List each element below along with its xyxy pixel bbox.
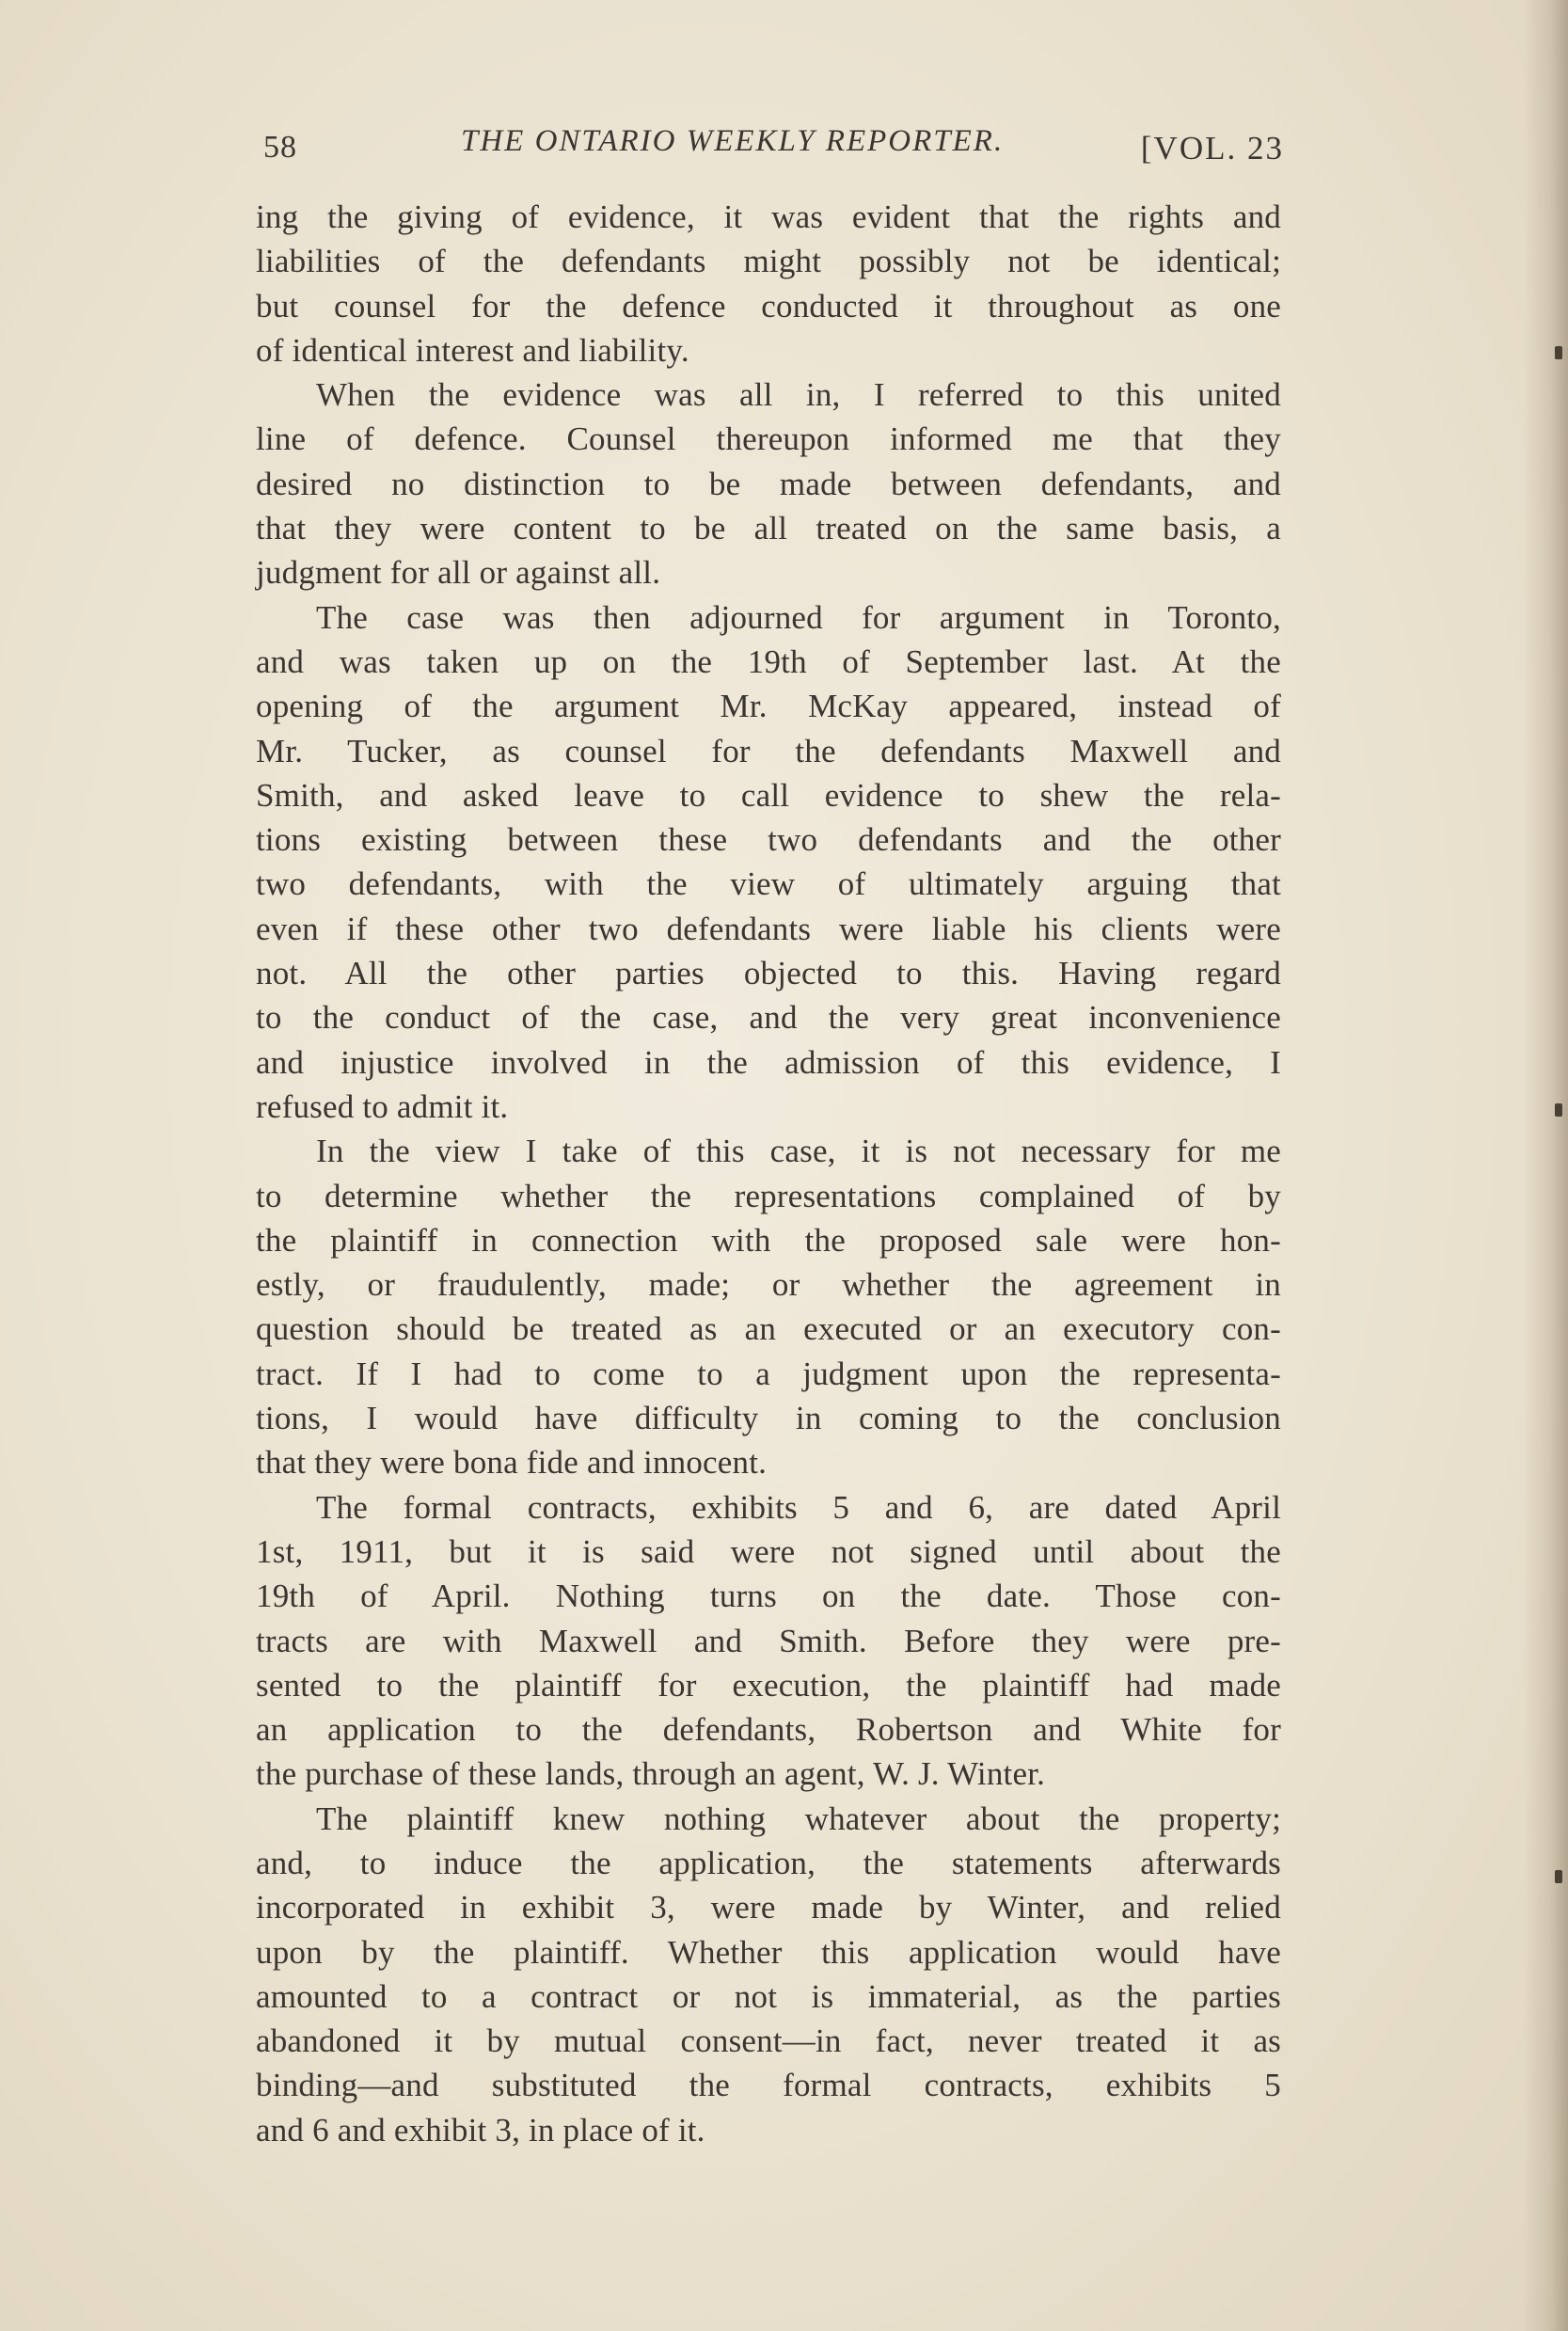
page-edge-mark bbox=[1555, 346, 1562, 359]
paragraph bbox=[256, 373, 1281, 595]
text-line: not. All the other parties objected to this. Having regard bbox=[256, 955, 1281, 992]
text-line: amounted to a contract or not is immaterial, as the parties bbox=[256, 1977, 1281, 2015]
text-line: and 6 and exhibit 3, in place of it. bbox=[256, 2111, 705, 2149]
text-line: incorporated in exhibit 3, were made by Winter, and relied bbox=[256, 1889, 1281, 1927]
paragraph bbox=[256, 195, 1281, 373]
text-line: Smith, and asked leave to call evidence to shew the rela- bbox=[256, 776, 1281, 814]
text-line: binding—and substituted the formal contracts, exhibits 5 bbox=[256, 2067, 1281, 2104]
text-line: even if these other two defendants were liable his clients were bbox=[256, 910, 1281, 947]
text-line: estly, or fraudulently, made; or whether the agreement in bbox=[256, 1266, 1281, 1304]
text-line: of identical interest and liability. bbox=[256, 331, 689, 369]
text-line: to the conduct of the case, and the very great inconvenience bbox=[256, 999, 1281, 1037]
text-line: Mr. Tucker, as counsel for the defendants Maxwell and bbox=[256, 732, 1281, 769]
text-line: tracts are with Maxwell and Smith. Before they were pre- bbox=[256, 1622, 1281, 1659]
page-edge-mark bbox=[1555, 1103, 1562, 1117]
text-line: but counsel for the defence conducted it throughout as one bbox=[256, 287, 1281, 325]
text-line: opening of the argument Mr. McKay appeared, instead of bbox=[256, 688, 1281, 725]
text-line: desired no distinction to be made between defendants, and bbox=[256, 465, 1281, 502]
text-line: and injustice involved in the admission of this evidence, I bbox=[256, 1043, 1281, 1081]
text-line: question should be treated as an executed or an executory con- bbox=[256, 1310, 1281, 1348]
text-line: tions existing between these two defendants and the other bbox=[256, 821, 1281, 859]
text-line: The case was then adjourned for argument in Toronto, bbox=[316, 598, 1281, 636]
text-line: refused to admit it. bbox=[256, 1087, 509, 1125]
paragraph bbox=[256, 595, 1281, 1130]
text-line: sented to the plaintiff for execution, the plaintiff had made bbox=[256, 1666, 1281, 1704]
page-number: 58 bbox=[263, 130, 297, 165]
text-line: tions, I would have difficulty in coming to the conclusion bbox=[256, 1400, 1281, 1437]
text-line: and, to induce the application, the statements afterwards bbox=[256, 1844, 1281, 1881]
text-line: ing the giving of evidence, it was evident that the rights and bbox=[256, 198, 1281, 235]
body-text bbox=[256, 195, 1281, 2152]
paragraph bbox=[256, 1797, 1281, 2152]
text-line: judgment for all or against all. bbox=[256, 554, 661, 592]
text-line: 19th of April. Nothing turns on the date. Those con- bbox=[256, 1578, 1281, 1615]
paragraph bbox=[256, 1485, 1281, 1797]
text-line: abandoned it by mutual consent—in fact, never treated it as bbox=[256, 2022, 1281, 2060]
text-line: that they were bona fide and innocent. bbox=[256, 1444, 768, 1482]
text-line: The formal contracts, exhibits 5 and 6, are dated April bbox=[316, 1488, 1281, 1526]
text-line: that they were content to be all treated on the same basis, a bbox=[256, 510, 1281, 547]
text-line: upon by the plaintiff. Whether this application would have bbox=[256, 1933, 1281, 1971]
paragraph bbox=[256, 1129, 1281, 1484]
text-line: The plaintiff knew nothing whatever about the property; bbox=[316, 1800, 1281, 1837]
page-header bbox=[263, 122, 1284, 175]
text-line: In the view I take of this case, it is not necessary for me bbox=[316, 1133, 1281, 1170]
volume-label: [VOL. 23 bbox=[1140, 130, 1284, 166]
text-line: liabilities of the defendants might possibly not be identical; bbox=[256, 243, 1281, 280]
text-line: an application to the defendants, Robertson and White for bbox=[256, 1711, 1281, 1749]
text-line: the plaintiff in connection with the proposed sale were hon- bbox=[256, 1221, 1281, 1259]
page-edge-mark bbox=[1555, 1870, 1562, 1883]
text-line: to determine whether the representations complained of by bbox=[256, 1177, 1281, 1214]
running-title: THE ONTARIO WEEKLY REPORTER. bbox=[461, 124, 1005, 158]
text-line: 1st, 1911, but it is said were not signed until about the bbox=[256, 1532, 1281, 1570]
text-line: the purchase of these lands, through an agent, W. J. Winter. bbox=[256, 1755, 1046, 1793]
text-line: and was taken up on the 19th of September last. At the bbox=[256, 642, 1281, 680]
text-line: line of defence. Counsel thereupon informed me that they bbox=[256, 420, 1281, 458]
text-line: When the evidence was all in, I referred to this united bbox=[316, 376, 1281, 414]
text-line: tract. If I had to come to a judgment upon the representa- bbox=[256, 1355, 1281, 1392]
text-line: two defendants, with the view of ultimately arguing that bbox=[256, 865, 1281, 903]
